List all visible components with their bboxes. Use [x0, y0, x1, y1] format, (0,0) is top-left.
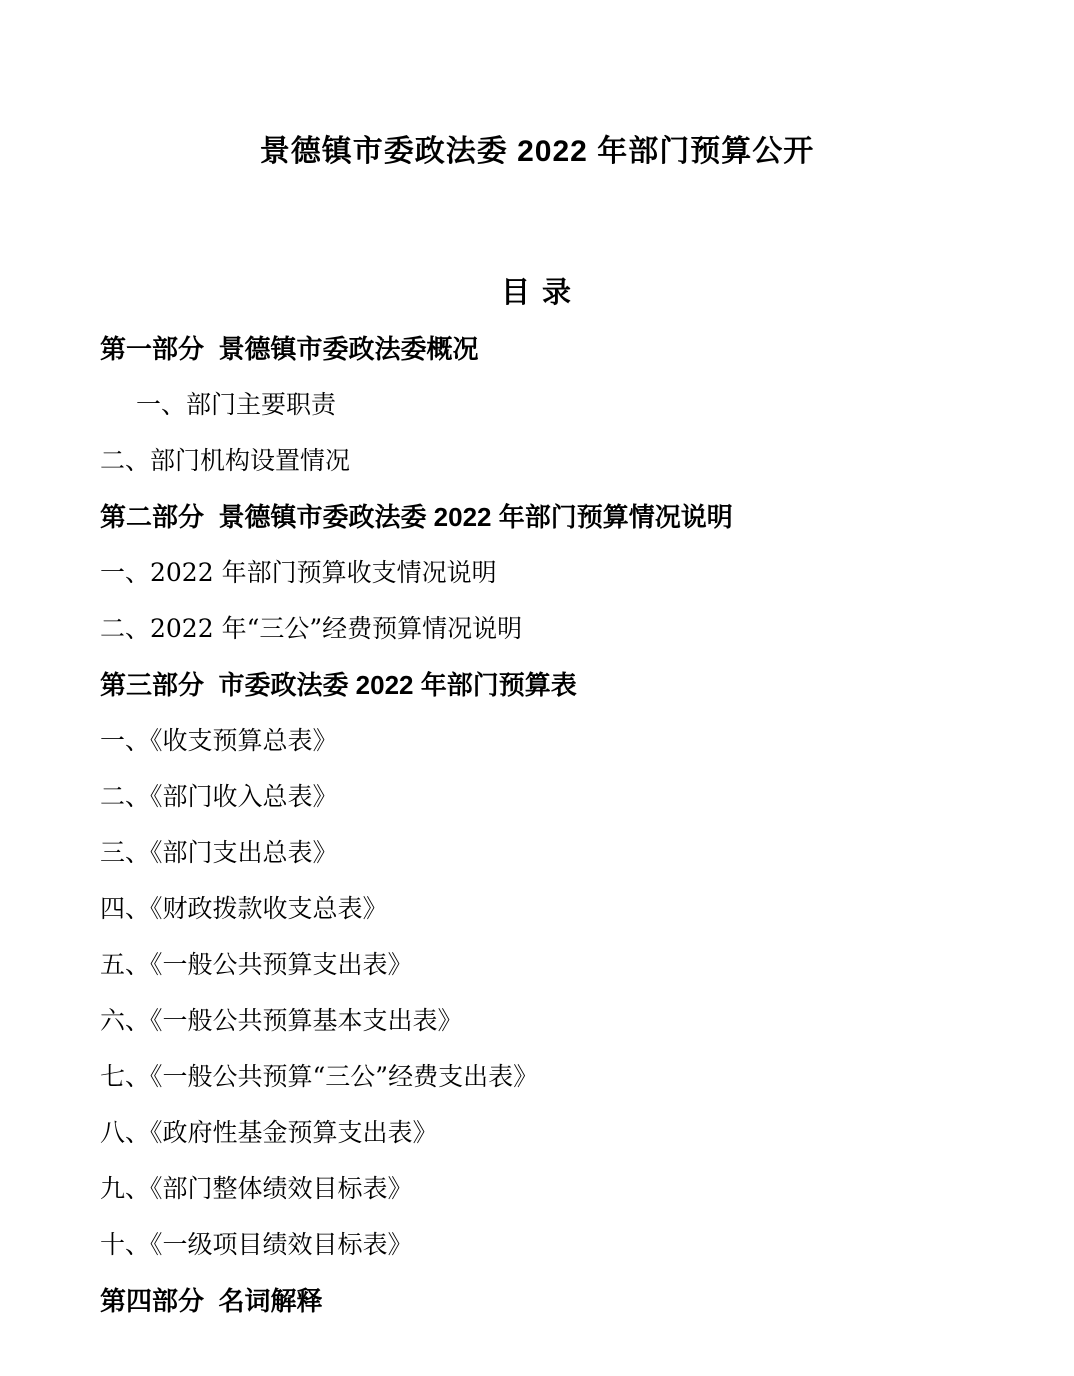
toc-entry-3-10[interactable]: 十、《一级项目绩效目标表》: [100, 1230, 413, 1259]
toc-entry-part-2[interactable]: 第二部分 景德镇市委政法委 2022 年部门预算情况说明: [100, 502, 733, 532]
toc-entry-part-3[interactable]: 第三部分 市委政法委 2022 年部门预算表: [100, 670, 577, 700]
page-title: 景德镇市委政法委 2022 年部门预算公开: [259, 135, 815, 168]
toc-entry-2-2[interactable]: 二、2022 年“三公”经费预算情况说明: [100, 614, 523, 643]
table-of-contents: [100, 321, 974, 1329]
toc-entry-1-1[interactable]: 一、部门主要职责: [136, 390, 337, 419]
toc-entry-part-4[interactable]: 第四部分 名词解释: [100, 1286, 323, 1316]
toc-entry-3-8[interactable]: 八、《政府性基金预算支出表》: [100, 1118, 438, 1147]
toc-heading: 目 录: [500, 277, 574, 309]
toc-entry-3-4[interactable]: 四、《财政拨款收支总表》: [100, 894, 388, 923]
toc-entry-3-3[interactable]: 三、《部门支出总表》: [100, 838, 338, 867]
toc-entry-3-6[interactable]: 六、《一般公共预算基本支出表》: [100, 1006, 463, 1035]
toc-entry-3-9[interactable]: 九、《部门整体绩效目标表》: [100, 1174, 413, 1203]
toc-entry-3-7[interactable]: 七、《一般公共预算“三公”经费支出表》: [100, 1062, 539, 1091]
toc-entry-3-2[interactable]: 二、《部门收入总表》: [100, 782, 338, 811]
toc-entry-1-2[interactable]: 二、部门机构设置情况: [100, 446, 351, 475]
toc-entry-2-1[interactable]: 一、2022 年部门预算收支情况说明: [100, 558, 497, 587]
toc-entry-part-1[interactable]: 第一部分 景德镇市委政法委概况: [100, 334, 479, 364]
toc-entry-3-1[interactable]: 一、《收支预算总表》: [100, 726, 338, 755]
toc-entry-3-5[interactable]: 五、《一般公共预算支出表》: [100, 950, 413, 979]
